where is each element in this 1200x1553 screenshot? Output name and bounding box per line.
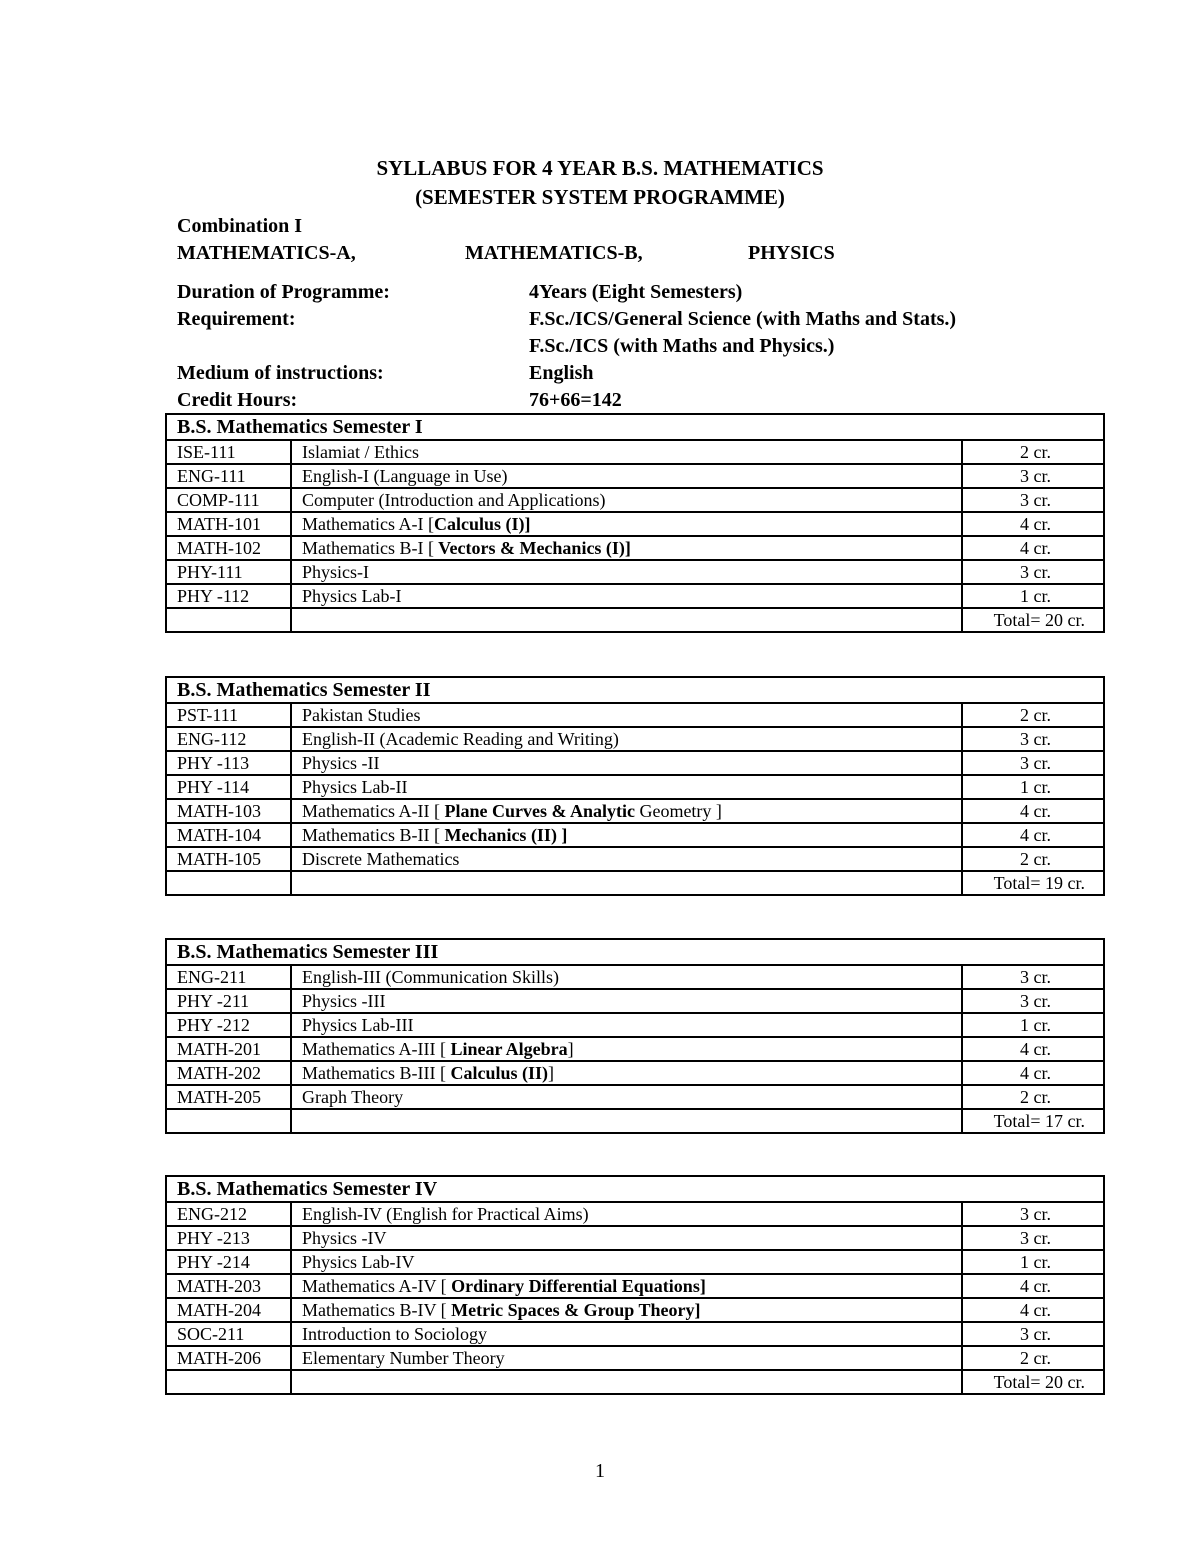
course-row	[166, 847, 1104, 871]
course-title: Pakistan Studies	[302, 705, 421, 725]
course-name	[291, 1226, 962, 1250]
course-row	[166, 560, 1104, 584]
course-row	[166, 751, 1104, 775]
course-title: Islamiat / Ethics	[302, 442, 419, 462]
document-title	[0, 154, 1200, 212]
combination-label: Combination I	[177, 215, 303, 237]
course-title: English-IV (English for Practical Aims)	[302, 1204, 589, 1224]
course-credits: 3 cr.	[962, 751, 1104, 775]
semester-header-row	[166, 677, 1104, 703]
course-row	[166, 1274, 1104, 1298]
total-row	[166, 1370, 1104, 1394]
credit-hours-label: Credit Hours:	[177, 389, 298, 411]
course-credits: 2 cr.	[962, 1085, 1104, 1109]
course-row	[166, 727, 1104, 751]
title-line-2: (SEMESTER SYSTEM PROGRAMME)	[415, 185, 785, 209]
course-row	[166, 1085, 1104, 1109]
course-topic: Plane Curves & Analytic	[439, 801, 635, 821]
course-code: PHY -112	[166, 584, 291, 608]
course-code: MATH-203	[166, 1274, 291, 1298]
course-topic: Ordinary Differential Equations]	[446, 1276, 706, 1296]
course-topic: Vectors & Mechanics (I)]	[433, 538, 631, 558]
course-title: English-I (Language in Use)	[302, 466, 508, 486]
credit-hours-value: 76+66=142	[529, 389, 622, 411]
course-title: English-II (Academic Reading and Writing)	[302, 729, 619, 749]
course-row	[166, 703, 1104, 727]
course-credits: 3 cr.	[962, 560, 1104, 584]
course-topic: Linear Algebra	[445, 1039, 568, 1059]
empty-cell	[166, 1109, 291, 1133]
total-row	[166, 1109, 1104, 1133]
title-line-1: SYLLABUS FOR 4 YEAR B.S. MATHEMATICS	[376, 156, 824, 180]
course-title: Mathematics B-II [	[302, 825, 440, 845]
requirement-value-2: F.Sc./ICS (with Maths and Physics.)	[529, 335, 835, 357]
course-code: MATH-101	[166, 512, 291, 536]
course-topic-suffix: ]	[547, 1063, 554, 1083]
course-name	[291, 751, 962, 775]
course-code: PHY -213	[166, 1226, 291, 1250]
course-name	[291, 560, 962, 584]
course-topic: Calculus (II)	[445, 1063, 548, 1083]
duration-value: 4Years (Eight Semesters)	[529, 281, 743, 303]
course-credits: 3 cr.	[962, 1202, 1104, 1226]
course-credits: 1 cr.	[962, 584, 1104, 608]
total-credits: Total= 20 cr.	[962, 1370, 1104, 1394]
subject-math-b: MATHEMATICS-B,	[465, 242, 643, 264]
course-row	[166, 1037, 1104, 1061]
course-code: MATH-201	[166, 1037, 291, 1061]
course-credits: 1 cr.	[962, 1250, 1104, 1274]
total-row	[166, 608, 1104, 632]
course-row	[166, 1013, 1104, 1037]
course-credits: 3 cr.	[962, 488, 1104, 512]
subject-physics: PHYSICS	[748, 242, 835, 264]
course-name	[291, 1037, 962, 1061]
course-name	[291, 1013, 962, 1037]
course-name	[291, 488, 962, 512]
course-credits: 3 cr.	[962, 965, 1104, 989]
course-row	[166, 799, 1104, 823]
course-title: Introduction to Sociology	[302, 1324, 487, 1344]
course-code: MATH-103	[166, 799, 291, 823]
course-title: Physics Lab-I	[302, 586, 402, 606]
semester-header-row	[166, 414, 1104, 440]
course-name	[291, 727, 962, 751]
semester-table	[165, 413, 1105, 633]
course-row	[166, 536, 1104, 560]
course-credits: 3 cr.	[962, 1226, 1104, 1250]
course-row	[166, 440, 1104, 464]
semester-header-row	[166, 939, 1104, 965]
course-topic-suffix: ]	[567, 1039, 574, 1059]
course-row	[166, 823, 1104, 847]
page-number: 1	[595, 1460, 605, 1482]
course-credits: 4 cr.	[962, 512, 1104, 536]
course-topic: Metric Spaces & Group Theory]	[446, 1300, 701, 1320]
course-topic: Mechanics (II) ]	[439, 825, 568, 845]
course-title: Mathematics B-III [	[302, 1063, 446, 1083]
course-credits: 3 cr.	[962, 464, 1104, 488]
semester-title: B.S. Mathematics Semester I	[166, 414, 1104, 440]
duration-label: Duration of Programme:	[177, 281, 390, 303]
empty-cell	[166, 1370, 291, 1394]
course-title: Physics -III	[302, 991, 386, 1011]
course-credits: 4 cr.	[962, 536, 1104, 560]
course-credits: 2 cr.	[962, 847, 1104, 871]
medium-value: English	[529, 362, 594, 384]
course-credits: 4 cr.	[962, 1274, 1104, 1298]
course-code: ENG-111	[166, 464, 291, 488]
course-title: Discrete Mathematics	[302, 849, 460, 869]
course-code: PHY -113	[166, 751, 291, 775]
course-code: COMP-111	[166, 488, 291, 512]
course-title: Mathematics A-II [	[302, 801, 440, 821]
course-title: Elementary Number Theory	[302, 1348, 505, 1368]
course-credits: 2 cr.	[962, 703, 1104, 727]
course-row	[166, 1226, 1104, 1250]
course-code: MATH-202	[166, 1061, 291, 1085]
total-row	[166, 871, 1104, 895]
course-name	[291, 965, 962, 989]
empty-cell	[166, 608, 291, 632]
course-credits: 1 cr.	[962, 1013, 1104, 1037]
course-code: ENG-211	[166, 965, 291, 989]
course-credits: 3 cr.	[962, 727, 1104, 751]
requirement-value-1: F.Sc./ICS/General Science (with Maths and Stats.)	[529, 308, 957, 330]
course-name	[291, 1298, 962, 1322]
course-credits: 2 cr.	[962, 1346, 1104, 1370]
course-row	[166, 1250, 1104, 1274]
course-row	[166, 1298, 1104, 1322]
course-credits: 3 cr.	[962, 989, 1104, 1013]
course-code: ENG-112	[166, 727, 291, 751]
course-credits: 4 cr.	[962, 1037, 1104, 1061]
course-code: PHY-111	[166, 560, 291, 584]
course-code: PHY -114	[166, 775, 291, 799]
course-title: Mathematics B-IV [	[302, 1300, 447, 1320]
course-code: PHY -211	[166, 989, 291, 1013]
course-row	[166, 512, 1104, 536]
semester-table	[165, 938, 1105, 1134]
course-name	[291, 464, 962, 488]
semester-header-row	[166, 1176, 1104, 1202]
course-credits: 4 cr.	[962, 823, 1104, 847]
course-credits: 4 cr.	[962, 1298, 1104, 1322]
course-row	[166, 464, 1104, 488]
course-name	[291, 1274, 962, 1298]
course-code: MATH-102	[166, 536, 291, 560]
course-code: MATH-206	[166, 1346, 291, 1370]
medium-label: Medium of instructions:	[177, 362, 384, 384]
course-name	[291, 989, 962, 1013]
total-credits: Total= 17 cr.	[962, 1109, 1104, 1133]
course-title: Physics Lab-IV	[302, 1252, 415, 1272]
empty-cell	[291, 1109, 962, 1133]
course-code: MATH-204	[166, 1298, 291, 1322]
empty-cell	[166, 871, 291, 895]
course-name	[291, 512, 962, 536]
course-code: PST-111	[166, 703, 291, 727]
course-name	[291, 1061, 962, 1085]
course-code: MATH-205	[166, 1085, 291, 1109]
course-code: PHY -214	[166, 1250, 291, 1274]
course-code: ISE-111	[166, 440, 291, 464]
total-credits: Total= 19 cr.	[962, 871, 1104, 895]
course-row	[166, 1202, 1104, 1226]
course-code: PHY -212	[166, 1013, 291, 1037]
course-topic-suffix: Geometry ]	[634, 801, 722, 821]
total-credits: Total= 20 cr.	[962, 608, 1104, 632]
course-row	[166, 989, 1104, 1013]
course-row	[166, 1346, 1104, 1370]
course-name	[291, 799, 962, 823]
empty-cell	[291, 871, 962, 895]
semester-title: B.S. Mathematics Semester II	[166, 677, 1104, 703]
course-credits: 3 cr.	[962, 1322, 1104, 1346]
course-title: Physics -IV	[302, 1228, 387, 1248]
semester-table	[165, 1175, 1105, 1395]
course-code: ENG-212	[166, 1202, 291, 1226]
course-name	[291, 584, 962, 608]
course-code: MATH-105	[166, 847, 291, 871]
course-name	[291, 1202, 962, 1226]
course-name	[291, 703, 962, 727]
course-name	[291, 440, 962, 464]
course-title: Physics -II	[302, 753, 380, 773]
course-title: Mathematics A-IV [	[302, 1276, 447, 1296]
course-title: Physics-I	[302, 562, 369, 582]
course-title: Physics Lab-II	[302, 777, 408, 797]
course-title: Physics Lab-III	[302, 1015, 414, 1035]
course-title: Mathematics A-III [	[302, 1039, 446, 1059]
course-name	[291, 1322, 962, 1346]
course-name	[291, 823, 962, 847]
course-name	[291, 536, 962, 560]
subject-math-a: MATHEMATICS-A,	[177, 242, 356, 264]
semester-title: B.S. Mathematics Semester III	[166, 939, 1104, 965]
empty-cell	[291, 608, 962, 632]
course-title: Computer (Introduction and Applications)	[302, 490, 606, 510]
course-credits: 2 cr.	[962, 440, 1104, 464]
semester-title: B.S. Mathematics Semester IV	[166, 1176, 1104, 1202]
course-credits: 4 cr.	[962, 799, 1104, 823]
course-title: English-III (Communication Skills)	[302, 967, 559, 987]
course-row	[166, 965, 1104, 989]
course-credits: 4 cr.	[962, 1061, 1104, 1085]
semester-table	[165, 676, 1105, 896]
course-row	[166, 584, 1104, 608]
course-name	[291, 1346, 962, 1370]
course-name	[291, 847, 962, 871]
course-credits: 1 cr.	[962, 775, 1104, 799]
course-title: Graph Theory	[302, 1087, 404, 1107]
course-name	[291, 1250, 962, 1274]
course-code: MATH-104	[166, 823, 291, 847]
course-row	[166, 488, 1104, 512]
course-title: Mathematics B-I [	[302, 538, 434, 558]
course-code: SOC-211	[166, 1322, 291, 1346]
course-row	[166, 1061, 1104, 1085]
requirement-label: Requirement:	[177, 308, 296, 330]
course-row	[166, 775, 1104, 799]
course-name	[291, 775, 962, 799]
empty-cell	[291, 1370, 962, 1394]
course-title: Mathematics A-I [	[302, 514, 434, 534]
course-topic: Calculus (I)]	[433, 514, 531, 534]
course-name	[291, 1085, 962, 1109]
course-row	[166, 1322, 1104, 1346]
